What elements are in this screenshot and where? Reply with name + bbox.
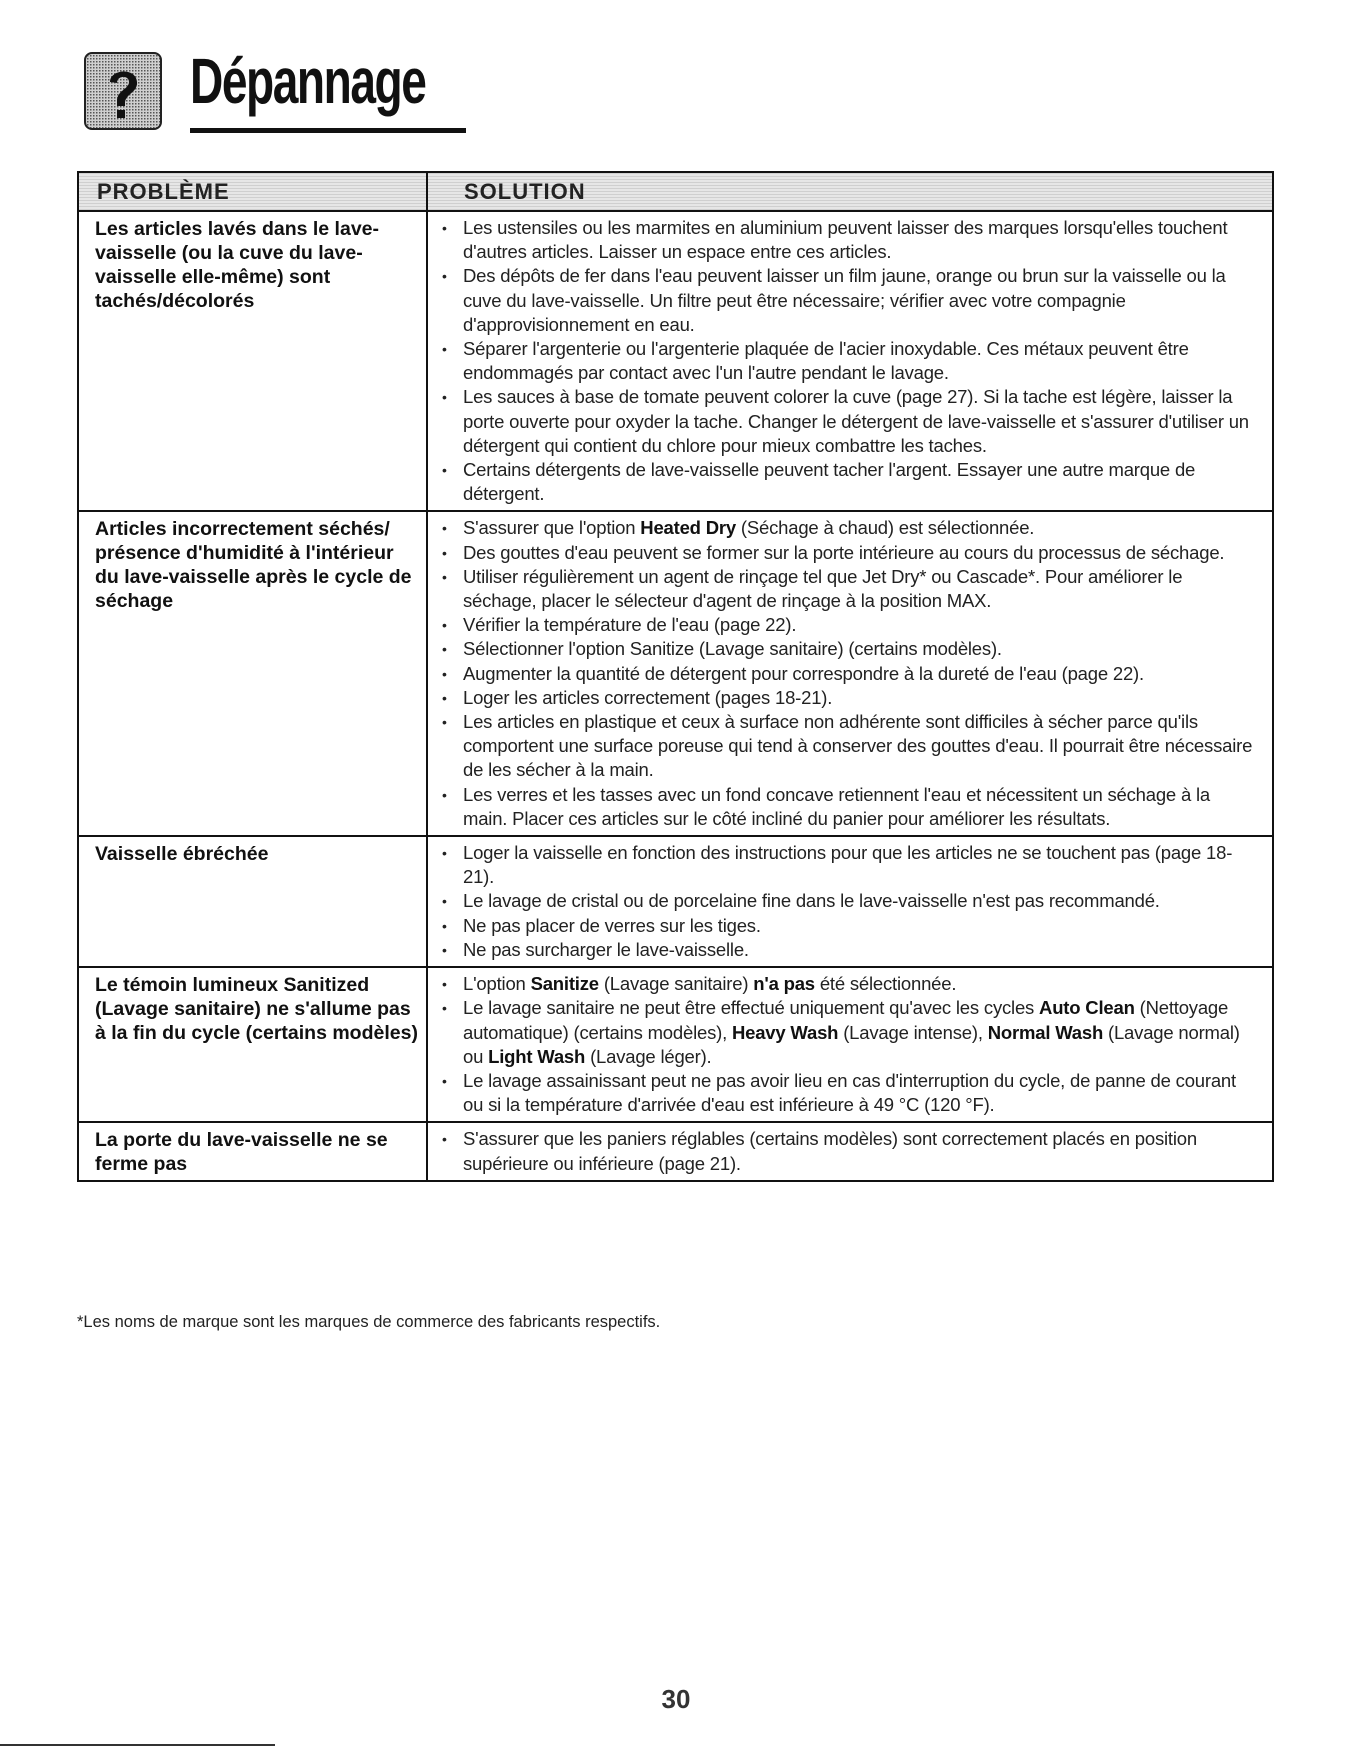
problem-cell: Le témoin lumineux Sanitized (Lavage sanitaire) ne s'allume pas à la fin du cycle (certains modèles) bbox=[79, 968, 428, 1121]
problem-cell: Articles incorrectement séchés/ présence d'humidité à l'intérieur du lave-vaisselle après le cycle de séchage bbox=[79, 512, 428, 835]
table-row bbox=[79, 212, 1272, 512]
solution-item: • Utiliser régulièrement un agent de rinçage tel que Jet Dry* ou Cascade*. Pour améliorer le séchage, placer le sélecteur d'agent de rinçage à la position MAX. bbox=[436, 565, 1258, 613]
column-header-solution: SOLUTION bbox=[428, 173, 1272, 210]
footnote: *Les noms de marque sont les marques de commerce des fabricants respectifs. bbox=[77, 1313, 661, 1331]
troubleshooting-table bbox=[77, 171, 1274, 1182]
title-underline bbox=[190, 128, 466, 133]
solution-cell bbox=[428, 968, 1272, 1121]
solution-item: • Loger la vaisselle en fonction des instructions pour que les articles ne se touchent pas (page 18-21). bbox=[436, 841, 1258, 889]
solution-list bbox=[436, 516, 1258, 831]
solution-list bbox=[436, 216, 1258, 506]
solution-item: • Séparer l'argenterie ou l'argenterie plaquée de l'acier inoxydable. Ces métaux peuvent être endommagés par contact avec l'un l'autre pendant le lavage. bbox=[436, 337, 1258, 385]
solution-item: • Ne pas placer de verres sur les tiges. bbox=[436, 914, 1258, 938]
solution-item: • Loger les articles correctement (pages 18-21). bbox=[436, 686, 1258, 710]
solution-item: • Les verres et les tasses avec un fond concave retiennent l'eau et nécessitent un séchage à la main. Placer ces articles sur le côté incliné du panier pour améliorer les résultats. bbox=[436, 783, 1258, 831]
solution-list bbox=[436, 841, 1258, 962]
solution-cell bbox=[428, 212, 1272, 510]
page-title: Dépannage bbox=[190, 45, 426, 117]
solution-item: • Augmenter la quantité de détergent pour correspondre à la dureté de l'eau (page 22). bbox=[436, 662, 1258, 686]
solution-cell bbox=[428, 512, 1272, 835]
solution-list bbox=[436, 1127, 1258, 1175]
solution-item: • Le lavage assainissant peut ne pas avoir lieu en cas d'interruption du cycle, de panne de courant ou si la température d'arrivée d'eau est inférieure à 49 °C (120 °F). bbox=[436, 1069, 1258, 1117]
solution-item: • L'option Sanitize (Lavage sanitaire) n'a pas été sélectionnée. bbox=[436, 972, 1258, 996]
table-row bbox=[79, 837, 1272, 968]
solution-list bbox=[436, 972, 1258, 1117]
solution-item: • Des gouttes d'eau peuvent se former sur la porte intérieure au cours du processus de séchage. bbox=[436, 541, 1258, 565]
table-row bbox=[79, 968, 1272, 1123]
solution-item: • Les ustensiles ou les marmites en aluminium peuvent laisser des marques lorsqu'elles touchent d'autres articles. Laisser un espace entre ces articles. bbox=[436, 216, 1258, 264]
solution-cell bbox=[428, 1123, 1272, 1180]
solution-cell bbox=[428, 837, 1272, 966]
table-row bbox=[79, 1123, 1272, 1180]
solution-item: • Des dépôts de fer dans l'eau peuvent laisser un film jaune, orange ou brun sur la vaisselle ou la cuve du lave-vaisselle. Un filtre peut être nécessaire; vérifier avec votre compagnie d'approvisionnement en eau. bbox=[436, 264, 1258, 337]
solution-item: • Certains détergents de lave-vaisselle peuvent tacher l'argent. Essayer une autre marque de détergent. bbox=[436, 458, 1258, 506]
solution-item: • Vérifier la température de l'eau (page 22). bbox=[436, 613, 1258, 637]
solution-item: • Le lavage sanitaire ne peut être effectué uniquement qu'avec les cycles Auto Clean (Nettoyage automatique) (certains modèles), Heavy Wash (Lavage intense), Normal Wash (Lavage normal) ou Light Wash (Lavage léger). bbox=[436, 996, 1258, 1069]
solution-item: • S'assurer que les paniers réglables (certains modèles) sont correctement placés en position supérieure ou inférieure (page 21). bbox=[436, 1127, 1258, 1175]
solution-item: • Les articles en plastique et ceux à surface non adhérente sont difficiles à sécher parce qu'ils comportent une surface poreuse qui tend à conserver des gouttes d'eau. Il pourrait être nécessaire de les sécher à la main. bbox=[436, 710, 1258, 783]
solution-item: • Sélectionner l'option Sanitize (Lavage sanitaire) (certains modèles). bbox=[436, 637, 1258, 661]
problem-cell: Les articles lavés dans le lave-vaisselle (ou la cuve du lave-vaisselle elle-même) sont tachés/décolorés bbox=[79, 212, 428, 510]
problem-cell: La porte du lave-vaisselle ne se ferme pas bbox=[79, 1123, 428, 1180]
table-row bbox=[79, 512, 1272, 837]
solution-item: • Le lavage de cristal ou de porcelaine fine dans le lave-vaisselle n'est pas recommandé. bbox=[436, 889, 1258, 913]
problem-cell: Vaisselle ébréchée bbox=[79, 837, 428, 966]
column-header-problem: PROBLÈME bbox=[79, 173, 428, 210]
solution-item: • Ne pas surcharger le lave-vaisselle. bbox=[436, 938, 1258, 962]
page-number: 30 bbox=[661, 1684, 691, 1714]
question-mark-icon bbox=[84, 52, 162, 130]
table-header bbox=[79, 173, 1272, 212]
solution-item: • S'assurer que l'option Heated Dry (Séchage à chaud) est sélectionnée. bbox=[436, 516, 1258, 540]
page-header bbox=[84, 36, 484, 146]
solution-item: • Les sauces à base de tomate peuvent colorer la cuve (page 27). Si la tache est légère, laisser la porte ouverte pour oxyder la tache. Changer le détergent de lave-vaisselle et s'assurer d'utiliser un détergent qui contient du chlore pour mieux combattre les taches. bbox=[436, 385, 1258, 458]
bottom-rule bbox=[0, 1744, 275, 1746]
table-body bbox=[79, 212, 1272, 1180]
